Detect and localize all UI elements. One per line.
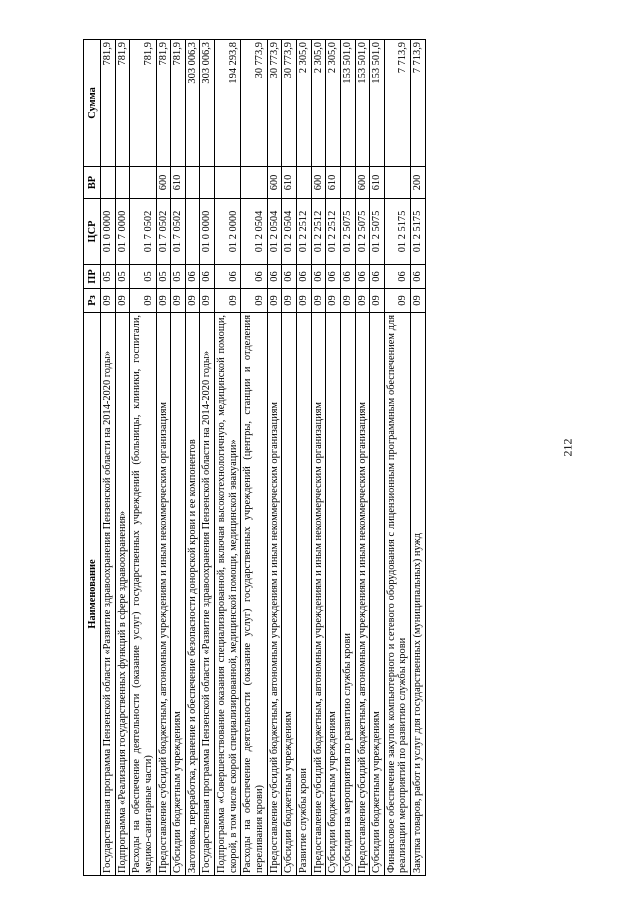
cell-rz: 09 (267, 289, 282, 313)
cell-vr: 600 (311, 167, 326, 199)
header-vr: ВР (84, 167, 101, 199)
cell-name: Заготовка, переработка, хранение и обеспечение безопасности донорской крови и ее компонентов (185, 313, 200, 876)
cell-name: Субсидии бюджетным учреждениям (171, 313, 186, 876)
cell-name: Предоставление субсидий бюджетным, автономным учреждениям и иным некоммерческим организациям (156, 313, 171, 876)
cell-rz: 09 (185, 289, 200, 313)
cell-sum: 153 501,0 (370, 40, 385, 167)
cell-sum: 781,9 (171, 40, 186, 167)
cell-csr (185, 199, 200, 265)
cell-name: Расходы на обеспечение деятельности (оказание услуг) государственных учреждений (центры, станции и отделения переливания крови) (241, 313, 267, 876)
cell-name: Предоставление субсидий бюджетным, автономным учреждениям и иным некоммерческим организациям (267, 313, 282, 876)
cell-name: Расходы на обеспечение деятельности (оказание услуг) государственных учреждений (больницы, клиники, госпитали, медико-санитарные части) (130, 313, 156, 876)
cell-csr: 01 7 0000 (115, 199, 130, 265)
page-number: 212 (560, 438, 575, 457)
cell-rz: 09 (370, 289, 385, 313)
cell-rz: 09 (200, 289, 215, 313)
cell-pr: 06 (200, 265, 215, 289)
cell-name: Субсидии бюджетным учреждениям (326, 313, 341, 876)
cell-pr: 06 (326, 265, 341, 289)
cell-sum: 2 305,0 (326, 40, 341, 167)
cell-pr: 06 (411, 265, 426, 289)
table-row (311, 40, 326, 876)
cell-vr (296, 167, 311, 199)
table-row (384, 40, 410, 876)
cell-name: Подпрограмма «Совершенствование оказания специализированной, включая высокотехнологичную, медицинской помощи, скорой, в том числе скорой специализированной, медицинской помощи, медицинской эвакуации» (215, 313, 241, 876)
cell-name: Государственная программа Пензенской области «Развитие здравоохранения Пензенской области на 2014-2020 годы» (101, 313, 116, 876)
cell-pr: 05 (156, 265, 171, 289)
cell-sum: 2 305,0 (311, 40, 326, 167)
cell-csr: 01 2 0504 (241, 199, 267, 265)
table-header-row (84, 40, 101, 876)
cell-rz: 09 (215, 289, 241, 313)
cell-csr: 01 2 2512 (326, 199, 341, 265)
cell-name: Предоставление субсидий бюджетным, автономным учреждениям и иным некоммерческим организациям (355, 313, 370, 876)
cell-sum: 781,9 (101, 40, 116, 167)
cell-sum: 2 305,0 (296, 40, 311, 167)
table-row (267, 40, 282, 876)
cell-vr: 610 (370, 167, 385, 199)
cell-sum: 194 293,8 (215, 40, 241, 167)
header-sum: Сумма (84, 40, 101, 167)
cell-name: Развитие службы крови (296, 313, 311, 876)
cell-name: Финансовое обеспечение закупок компьютерного и сетевого оборудования с лицензионным программным обеспечением для реализации мероприятий по развитию службы крови (384, 313, 410, 876)
table-row (355, 40, 370, 876)
table-row (215, 40, 241, 876)
cell-sum: 7 713,9 (411, 40, 426, 167)
cell-vr: 200 (411, 167, 426, 199)
cell-sum: 303 006,3 (185, 40, 200, 167)
cell-vr: 600 (267, 167, 282, 199)
cell-sum: 7 713,9 (384, 40, 410, 167)
header-name: Наименование (84, 313, 101, 876)
cell-vr (101, 167, 116, 199)
cell-pr: 05 (171, 265, 186, 289)
table-row (411, 40, 426, 876)
cell-vr (200, 167, 215, 199)
table-row (115, 40, 130, 876)
cell-rz: 09 (296, 289, 311, 313)
header-csr: ЦСР (84, 199, 101, 265)
cell-vr (340, 167, 355, 199)
cell-pr: 05 (101, 265, 116, 289)
cell-vr (241, 167, 267, 199)
cell-sum: 153 501,0 (340, 40, 355, 167)
cell-pr: 06 (282, 265, 297, 289)
table-row (340, 40, 355, 876)
cell-vr: 600 (355, 167, 370, 199)
cell-rz: 09 (171, 289, 186, 313)
cell-vr (215, 167, 241, 199)
table-row (130, 40, 156, 876)
table-row (326, 40, 341, 876)
cell-rz: 09 (340, 289, 355, 313)
cell-csr: 01 7 0502 (130, 199, 156, 265)
cell-sum: 30 773,9 (282, 40, 297, 167)
cell-sum: 153 501,0 (355, 40, 370, 167)
cell-csr: 01 2 0504 (282, 199, 297, 265)
cell-csr: 01 2 5075 (340, 199, 355, 265)
rotated-table-frame (83, 40, 528, 876)
cell-csr: 01 0 0000 (200, 199, 215, 265)
cell-pr: 06 (370, 265, 385, 289)
cell-pr: 06 (355, 265, 370, 289)
cell-rz: 09 (311, 289, 326, 313)
cell-rz: 09 (355, 289, 370, 313)
header-rz: Рз (84, 289, 101, 313)
cell-pr: 06 (267, 265, 282, 289)
cell-csr: 01 2 5175 (411, 199, 426, 265)
cell-pr: 05 (115, 265, 130, 289)
cell-csr: 01 2 0000 (215, 199, 241, 265)
table-row (171, 40, 186, 876)
cell-rz: 09 (156, 289, 171, 313)
cell-name: Закупка товаров, работ и услуг для государственных (муниципальных) нужд (411, 313, 426, 876)
cell-name: Субсидии бюджетным учреждениям (282, 313, 297, 876)
cell-sum: 30 773,9 (241, 40, 267, 167)
cell-sum: 30 773,9 (267, 40, 282, 167)
cell-name: Подпрограмма «Реализация государственных функций в сфере здравоохранения» (115, 313, 130, 876)
cell-vr: 610 (171, 167, 186, 199)
cell-pr: 06 (185, 265, 200, 289)
cell-pr: 05 (130, 265, 156, 289)
cell-name: Субсидии на мероприятия по развитию службы крови (340, 313, 355, 876)
cell-rz: 09 (101, 289, 116, 313)
table-body (101, 40, 426, 876)
cell-pr: 06 (241, 265, 267, 289)
cell-rz: 09 (130, 289, 156, 313)
cell-rz: 09 (326, 289, 341, 313)
cell-csr: 01 2 5075 (370, 199, 385, 265)
cell-pr: 06 (215, 265, 241, 289)
cell-vr (115, 167, 130, 199)
table-row (156, 40, 171, 876)
budget-table-sheet (83, 40, 528, 876)
table-row (241, 40, 267, 876)
cell-rz: 09 (282, 289, 297, 313)
cell-rz: 09 (241, 289, 267, 313)
table-row (370, 40, 385, 876)
cell-vr (130, 167, 156, 199)
cell-csr: 01 2 0504 (267, 199, 282, 265)
cell-vr (384, 167, 410, 199)
cell-pr: 06 (384, 265, 410, 289)
cell-rz: 09 (384, 289, 410, 313)
cell-vr: 600 (156, 167, 171, 199)
cell-name: Предоставление субсидий бюджетным, автономным учреждениям и иным некоммерческим организациям (311, 313, 326, 876)
cell-csr: 01 7 0502 (156, 199, 171, 265)
cell-csr: 01 2 5175 (384, 199, 410, 265)
cell-sum: 781,9 (156, 40, 171, 167)
cell-csr: 01 0 0000 (101, 199, 116, 265)
cell-vr (185, 167, 200, 199)
cell-csr: 01 7 0502 (171, 199, 186, 265)
cell-csr: 01 2 2512 (311, 199, 326, 265)
cell-rz: 09 (411, 289, 426, 313)
cell-vr: 610 (282, 167, 297, 199)
cell-rz: 09 (115, 289, 130, 313)
table-row (200, 40, 215, 876)
cell-pr: 06 (296, 265, 311, 289)
cell-csr: 01 2 2512 (296, 199, 311, 265)
table-row (296, 40, 311, 876)
table-row (185, 40, 200, 876)
cell-name: Субсидии бюджетным учреждениям (370, 313, 385, 876)
cell-vr: 610 (326, 167, 341, 199)
header-pr: ПР (84, 265, 101, 289)
budget-table (83, 39, 426, 876)
cell-sum: 781,9 (115, 40, 130, 167)
cell-sum: 303 006,3 (200, 40, 215, 167)
table-row (101, 40, 116, 876)
cell-pr: 06 (340, 265, 355, 289)
cell-sum: 781,9 (130, 40, 156, 167)
cell-csr: 01 2 5075 (355, 199, 370, 265)
table-row (282, 40, 297, 876)
cell-pr: 06 (311, 265, 326, 289)
cell-name: Государственная программа Пензенской области «Развитие здравоохранения Пензенской области на 2014-2020 годы» (200, 313, 215, 876)
